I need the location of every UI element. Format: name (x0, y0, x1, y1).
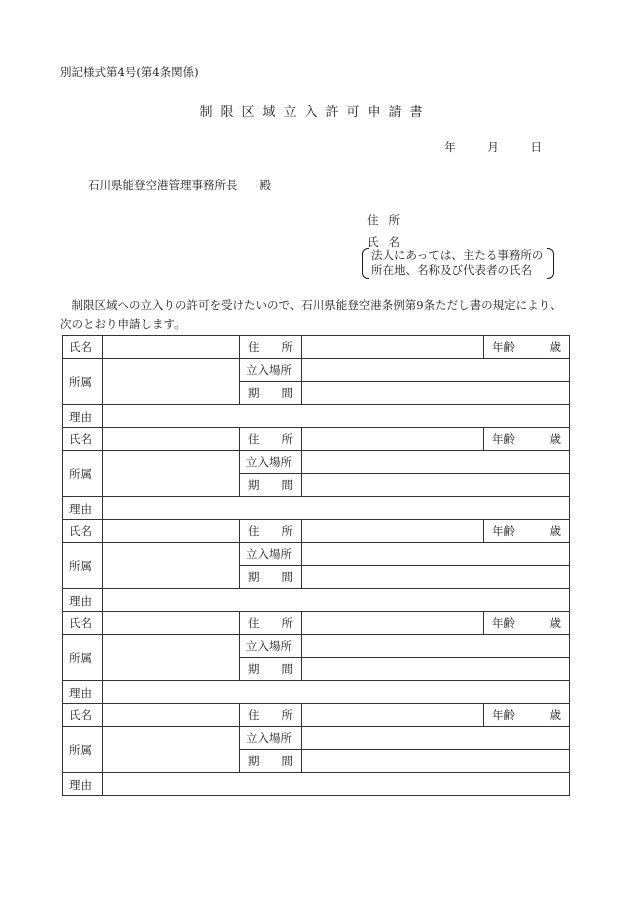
left-bracket (362, 248, 369, 279)
affiliation-field[interactable] (103, 359, 240, 405)
name-field[interactable] (103, 336, 240, 359)
date-line (416, 139, 542, 155)
affiliation-field[interactable] (103, 543, 240, 589)
address-label: 住 所 (240, 612, 302, 635)
entry-place-label: 立入場所 (240, 635, 302, 658)
corporation-note-line-2: 所在地、名称及び代表者の氏名 (371, 263, 532, 277)
recipient-name: 石川県能登空港管理事務所長 (88, 178, 238, 192)
name-field[interactable] (103, 612, 240, 635)
reason-label: 理由 (63, 589, 103, 612)
affiliation-label: 所属 (63, 635, 103, 681)
name-label: 氏名 (63, 612, 103, 635)
recipient-line (88, 177, 271, 193)
applicant-entry (63, 336, 570, 428)
right-bracket (547, 248, 554, 279)
reason-field[interactable] (103, 497, 570, 520)
period-label: 期 間 (240, 474, 302, 497)
period-field[interactable] (302, 382, 570, 405)
month-label: 月 (487, 140, 499, 154)
day-label: 日 (530, 140, 542, 154)
address-field[interactable] (302, 428, 484, 451)
entry-place-field[interactable] (302, 359, 570, 382)
address-label: 住 所 (240, 704, 302, 727)
period-field[interactable] (302, 658, 570, 681)
application-statement: 制限区域への立入りの許可を受けたいので、石川県能登空港条例第9条ただし書の規定により、次のとおり申請します。 (60, 298, 562, 331)
name-field[interactable] (103, 428, 240, 451)
entry-place-label: 立入場所 (240, 359, 302, 382)
period-label: 期 間 (240, 382, 302, 405)
applicant-table (62, 335, 570, 796)
affiliation-label: 所属 (63, 727, 103, 773)
reason-label: 理由 (63, 681, 103, 704)
address-field[interactable] (302, 704, 484, 727)
name-label: 氏名 (63, 520, 103, 543)
corporation-note-text (371, 248, 543, 278)
entry-place-label: 立入場所 (240, 451, 302, 474)
period-label: 期 間 (240, 566, 302, 589)
address-field[interactable] (302, 336, 484, 359)
name-label: 氏名 (63, 704, 103, 727)
reason-field[interactable] (103, 405, 570, 428)
applicant-entry (63, 520, 570, 612)
form-number-label: 別記様式第4号(第4条関係) (60, 65, 199, 79)
affiliation-label: 所属 (63, 451, 103, 497)
applicant-name-label: 氏名 (367, 235, 410, 249)
affiliation-label: 所属 (63, 359, 103, 405)
name-label: 氏名 (63, 428, 103, 451)
corporation-note (362, 248, 554, 279)
reason-field[interactable] (103, 589, 570, 612)
address-label: 住 所 (240, 428, 302, 451)
name-label: 氏名 (63, 336, 103, 359)
reason-field[interactable] (103, 773, 570, 796)
entry-place-field[interactable] (302, 451, 570, 474)
corporation-note-line-1: 法人にあっては、主たる事務所の (371, 248, 544, 262)
entry-place-field[interactable] (302, 543, 570, 566)
entry-place-field[interactable] (302, 727, 570, 750)
period-field[interactable] (302, 750, 570, 773)
reason-label: 理由 (63, 497, 103, 520)
applicant-entry (63, 612, 570, 704)
address-field[interactable] (302, 612, 484, 635)
recipient-honorific: 殿 (259, 178, 271, 192)
age-field[interactable]: 年齢 歳 (484, 704, 570, 727)
applicant-entry (63, 704, 570, 796)
entry-place-label: 立入場所 (240, 727, 302, 750)
applicant-entry (63, 428, 570, 520)
entry-place-field[interactable] (302, 635, 570, 658)
age-field[interactable]: 年齢 歳 (484, 428, 570, 451)
name-field[interactable] (103, 520, 240, 543)
age-field[interactable]: 年齢 歳 (484, 336, 570, 359)
reason-field[interactable] (103, 681, 570, 704)
entry-place-label: 立入場所 (240, 543, 302, 566)
period-label: 期 間 (240, 658, 302, 681)
year-label: 年 (444, 140, 456, 154)
affiliation-field[interactable] (103, 635, 240, 681)
affiliation-label: 所属 (63, 543, 103, 589)
age-field[interactable]: 年齢 歳 (484, 612, 570, 635)
address-field[interactable] (302, 520, 484, 543)
address-label: 住 所 (240, 520, 302, 543)
address-label: 住 所 (240, 336, 302, 359)
affiliation-field[interactable] (103, 727, 240, 773)
age-field[interactable]: 年齢 歳 (484, 520, 570, 543)
document-title: 制限区域立入許可申請書 (199, 105, 431, 120)
reason-label: 理由 (63, 773, 103, 796)
period-field[interactable] (302, 566, 570, 589)
name-field[interactable] (103, 704, 240, 727)
period-label: 期 間 (240, 750, 302, 773)
applicant-address-label: 住所 (367, 213, 410, 227)
reason-label: 理由 (63, 405, 103, 428)
period-field[interactable] (302, 474, 570, 497)
affiliation-field[interactable] (103, 451, 240, 497)
